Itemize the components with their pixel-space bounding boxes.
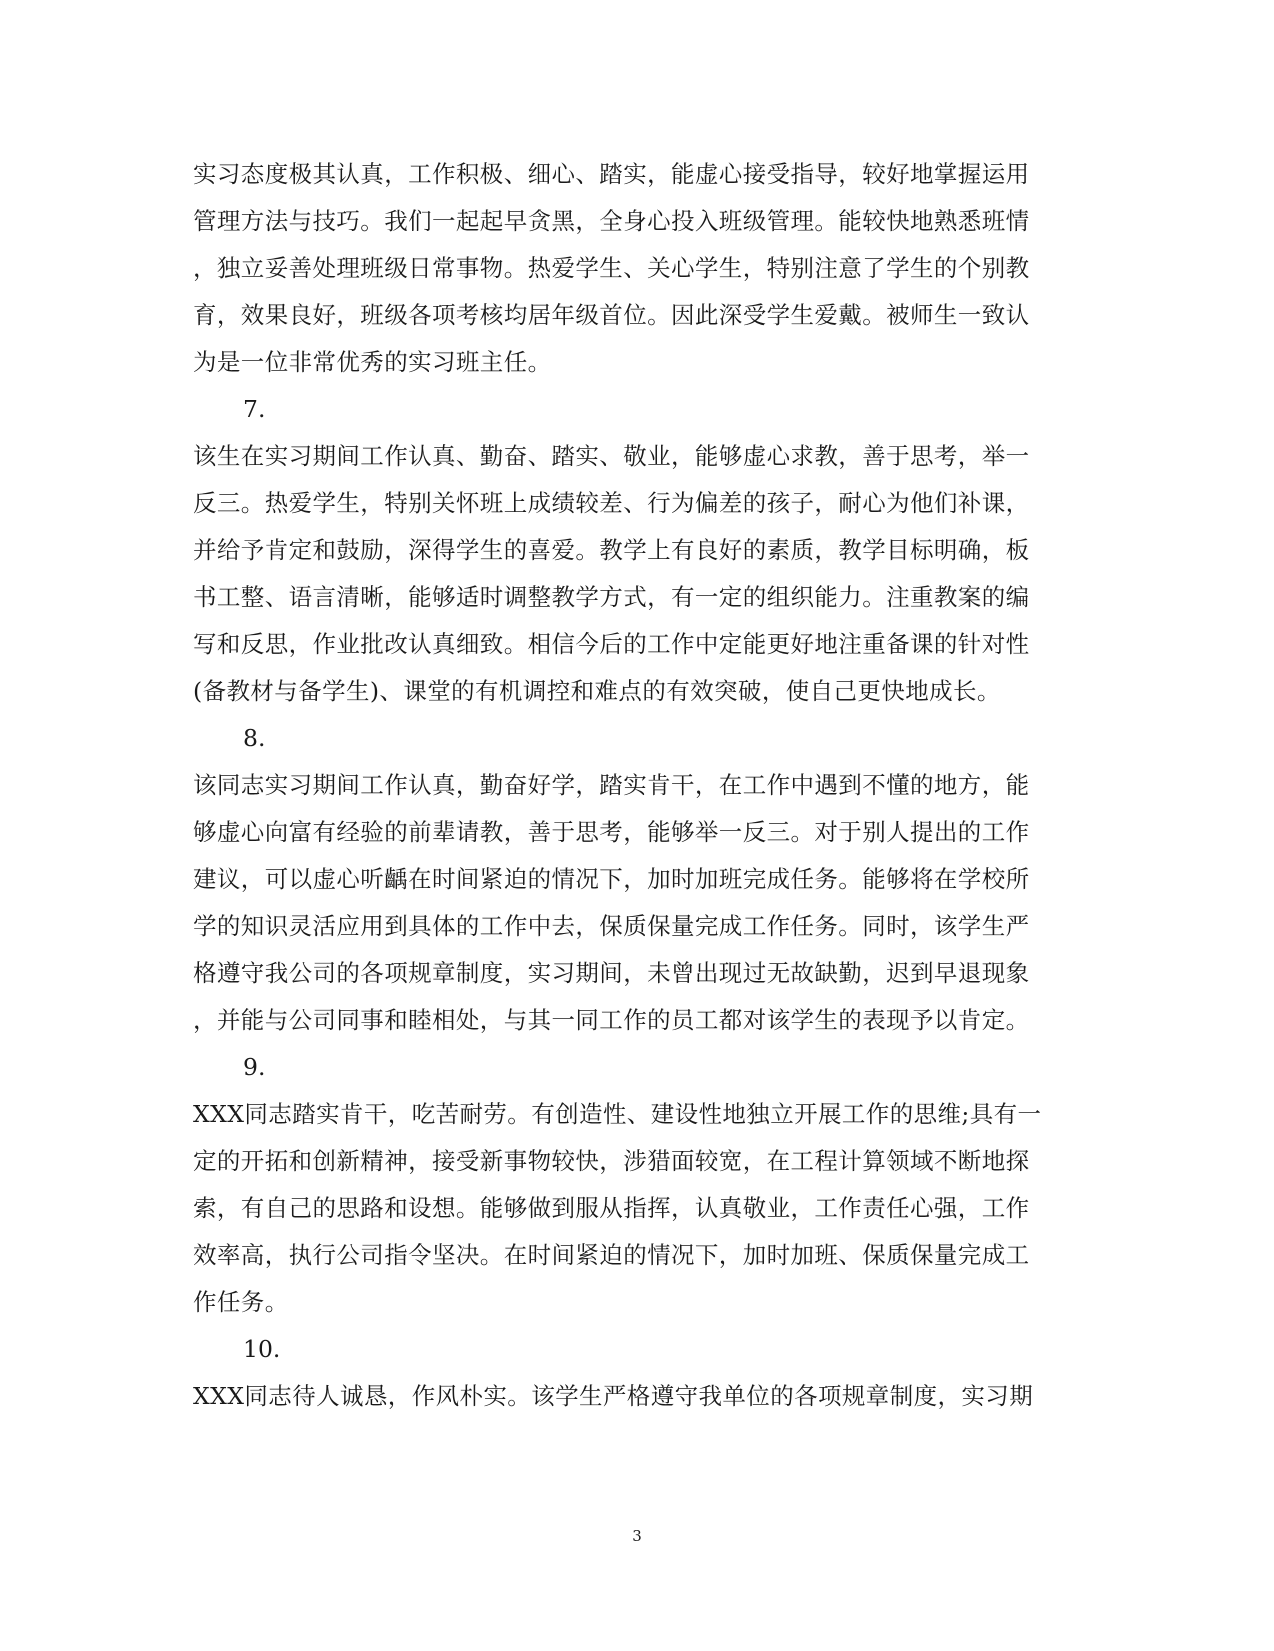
paragraph-line: XXX同志待人诚恳，作风朴实。该学生严格遵守我单位的各项规章制度，实习期	[193, 1382, 1034, 1410]
paragraph-line: 并给予肯定和鼓励，深得学生的喜爱。教学上有良好的素质，教学目标明确，板	[193, 536, 1030, 564]
item-number: 8.	[243, 724, 266, 752]
paragraph-line: 写和反思，作业批改认真细致。相信今后的工作中定能更好地注重备课的针对性	[193, 630, 1030, 658]
paragraph-line: 够虚心向富有经验的前辈请教，善于思考，能够举一反三。对于别人提出的工作	[193, 818, 1030, 846]
paragraph-line: (备教材与备学生)、课堂的有机调控和难点的有效突破，使自己更快地成长。	[193, 677, 1001, 705]
paragraph-line: ，独立妥善处理班级日常事物。热爱学生、关心学生，特别注意了学生的个别教	[193, 254, 1030, 282]
paragraph-line: 该同志实习期间工作认真，勤奋好学，踏实肯干，在工作中遇到不懂的地方，能	[193, 771, 1030, 799]
item-number: 9.	[243, 1053, 266, 1081]
paragraph-line: 育，效果良好，班级各项考核均居年级首位。因此深受学生爱戴。被师生一致认	[193, 301, 1030, 329]
paragraph-line: 定的开拓和创新精神，接受新事物较快，涉猎面较宽，在工程计算领域不断地探	[193, 1147, 1030, 1175]
paragraph-line: 效率高，执行公司指令坚决。在时间紧迫的情况下，加时加班、保质保量完成工	[193, 1241, 1030, 1269]
paragraph-line: 索，有自己的思路和设想。能够做到服从指挥，认真敬业，工作责任心强，工作	[193, 1194, 1030, 1222]
item-number: 10.	[243, 1335, 281, 1363]
paragraph-line: 管理方法与技巧。我们一起起早贪黑，全身心投入班级管理。能较快地熟悉班情	[193, 207, 1030, 235]
paragraph-line: 反三。热爱学生，特别关怀班上成绩较差、行为偏差的孩子，耐心为他们补课，	[193, 489, 1030, 517]
paragraph-line: 该生在实习期间工作认真、勤奋、踏实、敬业，能够虚心求教，善于思考，举一	[193, 442, 1030, 470]
paragraph-line: ，并能与公司同事和睦相处，与其一同工作的员工都对该学生的表现予以肯定。	[193, 1006, 1030, 1034]
paragraph-line: 实习态度极其认真，工作积极、细心、踏实，能虚心接受指导，较好地掌握运用	[193, 160, 1030, 188]
paragraph-line: 建议，可以虚心听齲在时间紧迫的情况下，加时加班完成任务。能够将在学校所	[193, 865, 1030, 893]
paragraph-line: XXX同志踏实肯干，吃苦耐劳。有创造性、建设性地独立开展工作的思维;具有一	[193, 1100, 1042, 1128]
paragraph-line: 为是一位非常优秀的实习班主任。	[193, 348, 552, 376]
item-number: 7.	[243, 395, 266, 423]
paragraph-line: 作任务。	[193, 1288, 289, 1316]
paragraph-line: 学的知识灵活应用到具体的工作中去，保质保量完成工作任务。同时，该学生严	[193, 912, 1030, 940]
paragraph-line: 书工整、语言清晰，能够适时调整教学方式，有一定的组织能力。注重教案的编	[193, 583, 1030, 611]
page-number: 3	[632, 1527, 642, 1545]
paragraph-line: 格遵守我公司的各项规章制度，实习期间，未曾出现过无故缺勤，迟到早退现象	[193, 959, 1030, 987]
